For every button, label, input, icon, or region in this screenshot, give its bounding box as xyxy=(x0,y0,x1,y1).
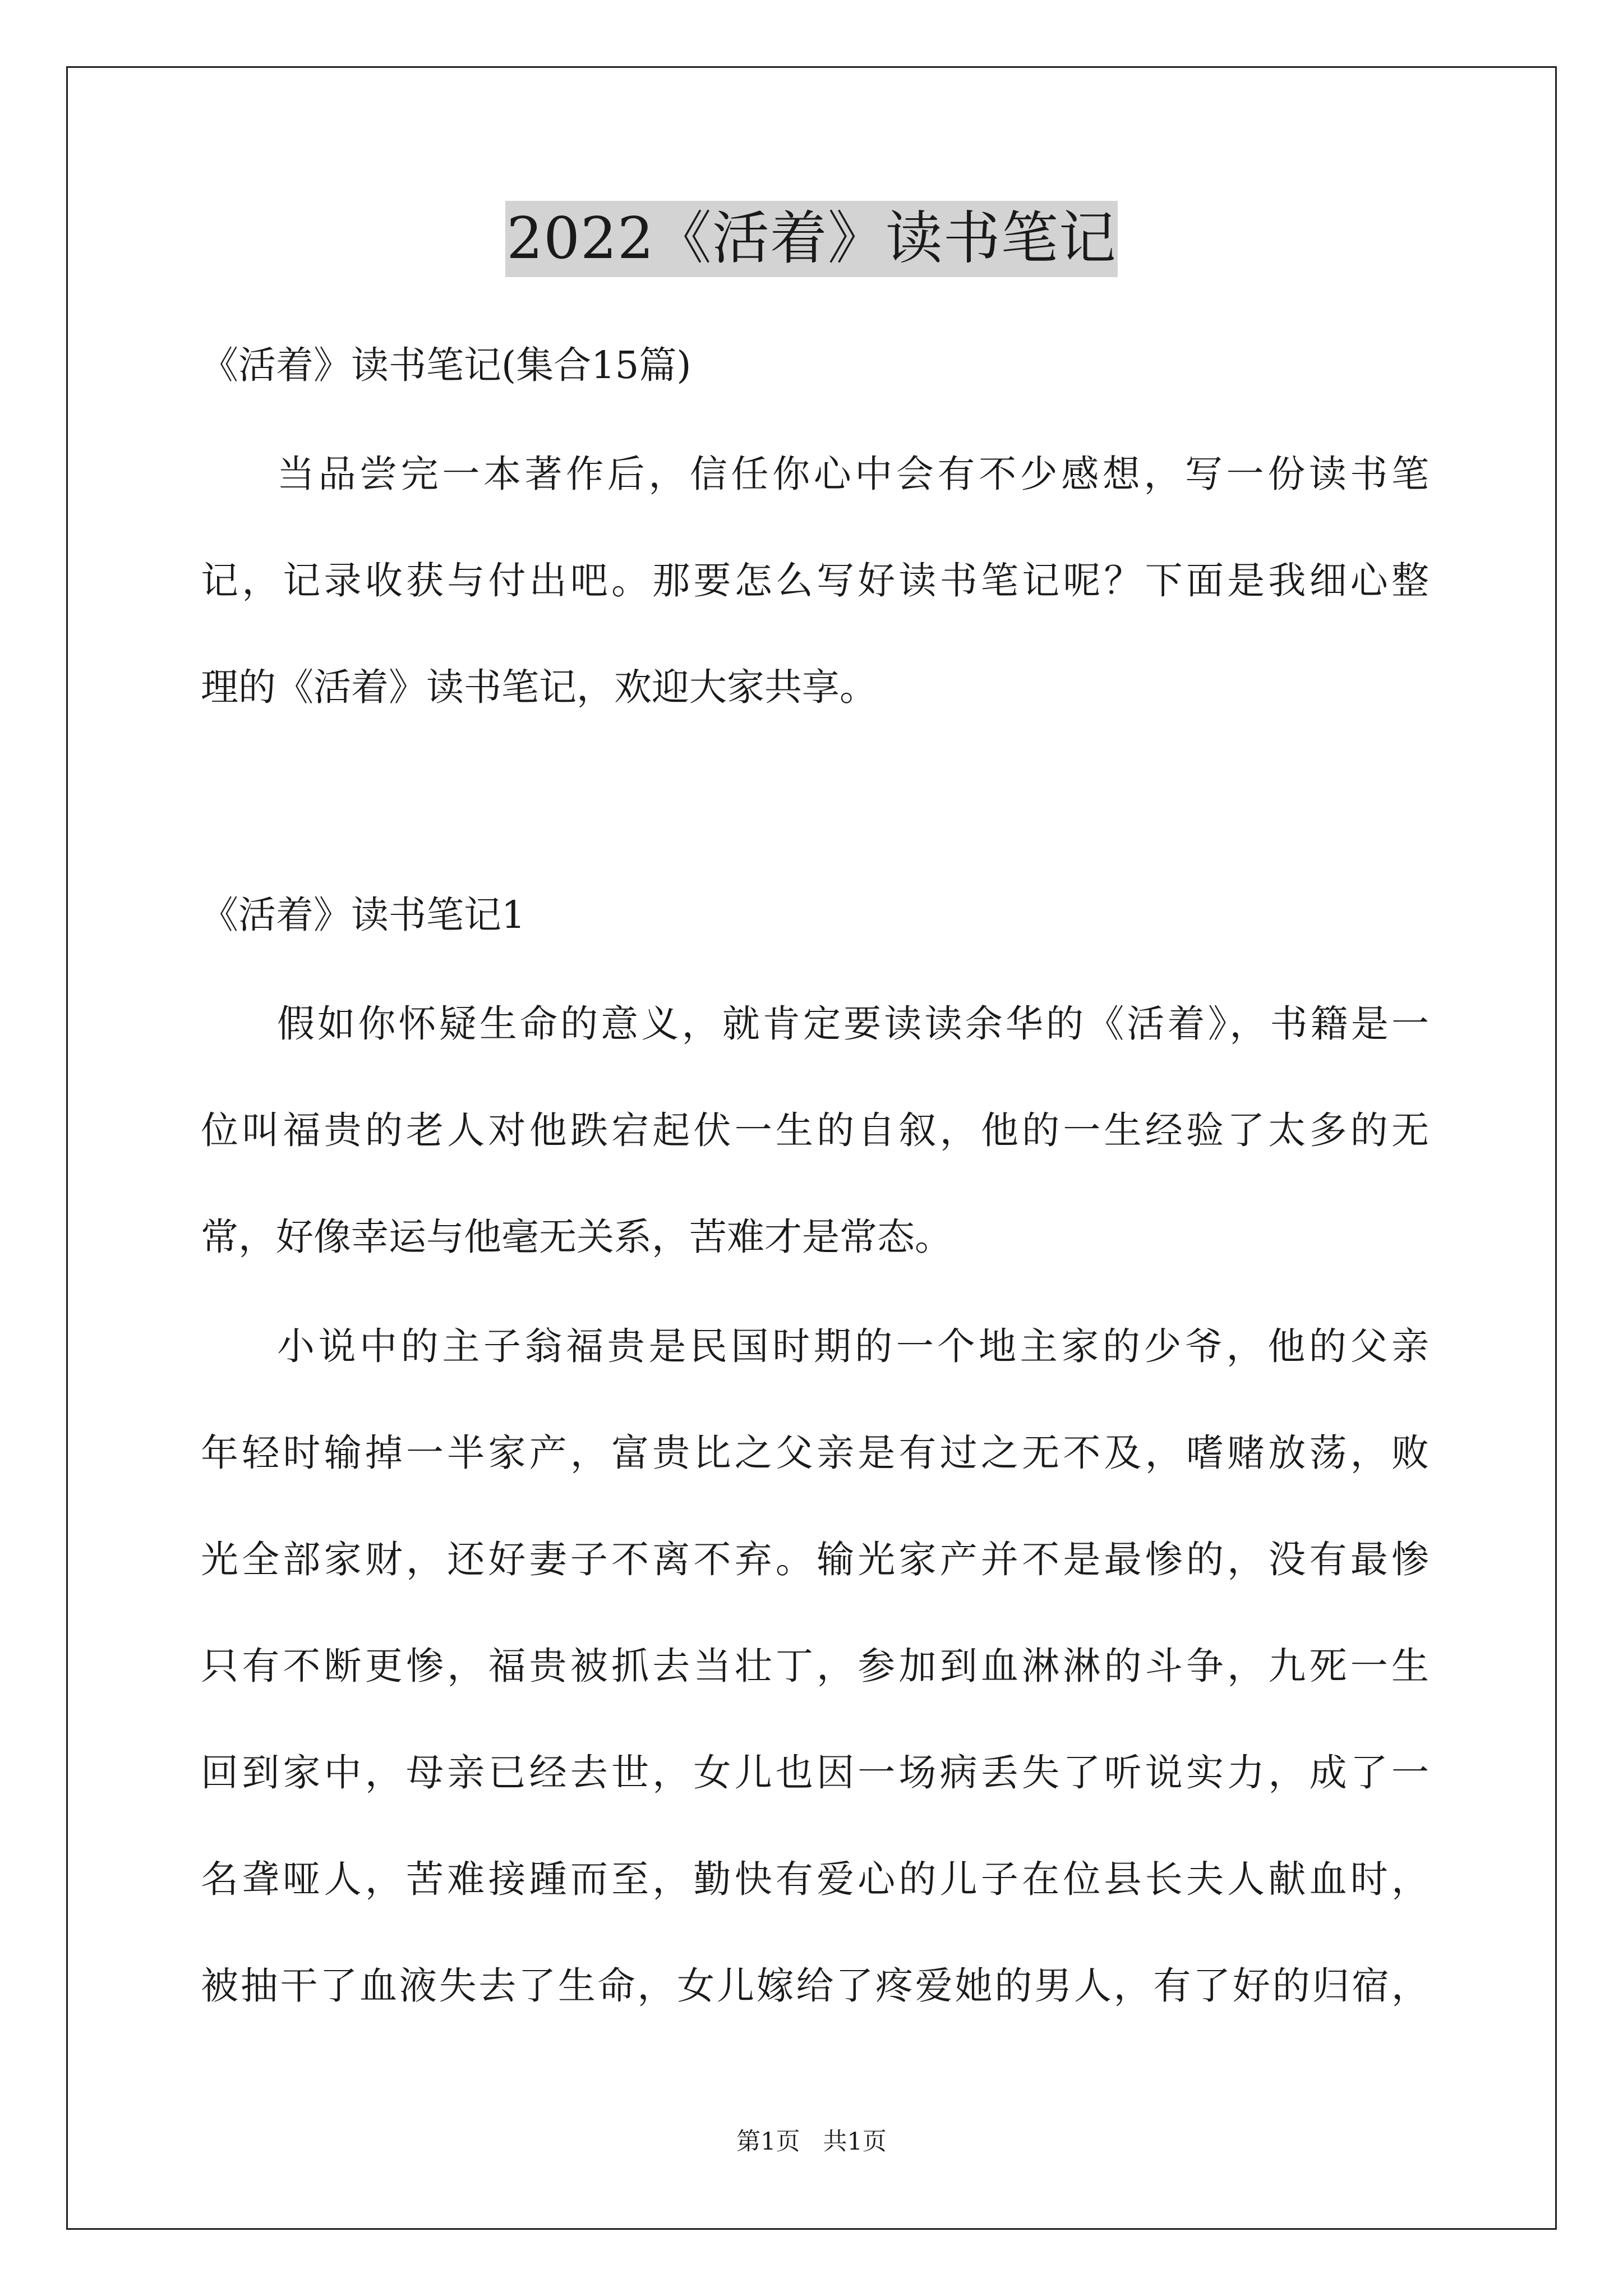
paragraph1-line-3: 常，好像幸运与他毫无关系，苦难才是常态。 xyxy=(201,1215,952,1259)
paragraph2-line-6: 名聋哑人，苦难接踵而至，勤快有爱心的儿子在位县长夫人献血时， xyxy=(201,1857,1429,1901)
paragraph2-line-7: 被抽干了血液失去了生命，女儿嫁给了疼爱她的男人，有了好的归宿， xyxy=(201,1964,1429,2008)
paragraph2-line-3: 光全部家财，还好妻子不离不弃。输光家产并不是最惨的，没有最惨 xyxy=(201,1538,1429,1581)
paragraph1-line-1: 假如你怀疑生命的意义，就肯定要读读余华的《活着》，书籍是一 xyxy=(277,1002,1429,1046)
document-title: 2022《活着》读书笔记 xyxy=(505,201,1118,277)
title-block xyxy=(0,201,1623,277)
paragraph2-line-1: 小说中的主子翁福贵是民国时期的一个地主家的少爷，他的父亲 xyxy=(277,1324,1429,1368)
section-heading: 《活着》读书笔记1 xyxy=(201,893,525,937)
page-footer xyxy=(0,2125,1623,2159)
intro-line-1: 当品尝完一本著作后，信任你心中会有不少感想，写一份读书笔 xyxy=(277,452,1429,496)
document-subtitle: 《活着》读书笔记(集合15篇) xyxy=(201,343,691,387)
page-number: 第1页 xyxy=(736,2128,800,2156)
intro-line-2: 记，记录收获与付出吧。那要怎么写好读书笔记呢？下面是我细心整 xyxy=(201,559,1429,602)
paragraph2-line-2: 年轻时输掉一半家产，富贵比之父亲是有过之无不及，嗜赌放荡，败 xyxy=(201,1431,1429,1475)
paragraph2-line-5: 回到家中，母亲已经去世，女儿也因一场病丢失了听说实力，成了一 xyxy=(201,1751,1429,1795)
intro-line-3: 理的《活着》读书笔记，欢迎大家共享。 xyxy=(201,665,877,709)
paragraph2-line-4: 只有不断更惨，福贵被抓去当壮丁，参加到血淋淋的斗争，九死一生 xyxy=(201,1644,1429,1688)
page-total: 共1页 xyxy=(823,2128,887,2156)
paragraph1-line-2: 位叫福贵的老人对他跌宕起伏一生的自叙，他的一生经验了太多的无 xyxy=(201,1108,1429,1152)
